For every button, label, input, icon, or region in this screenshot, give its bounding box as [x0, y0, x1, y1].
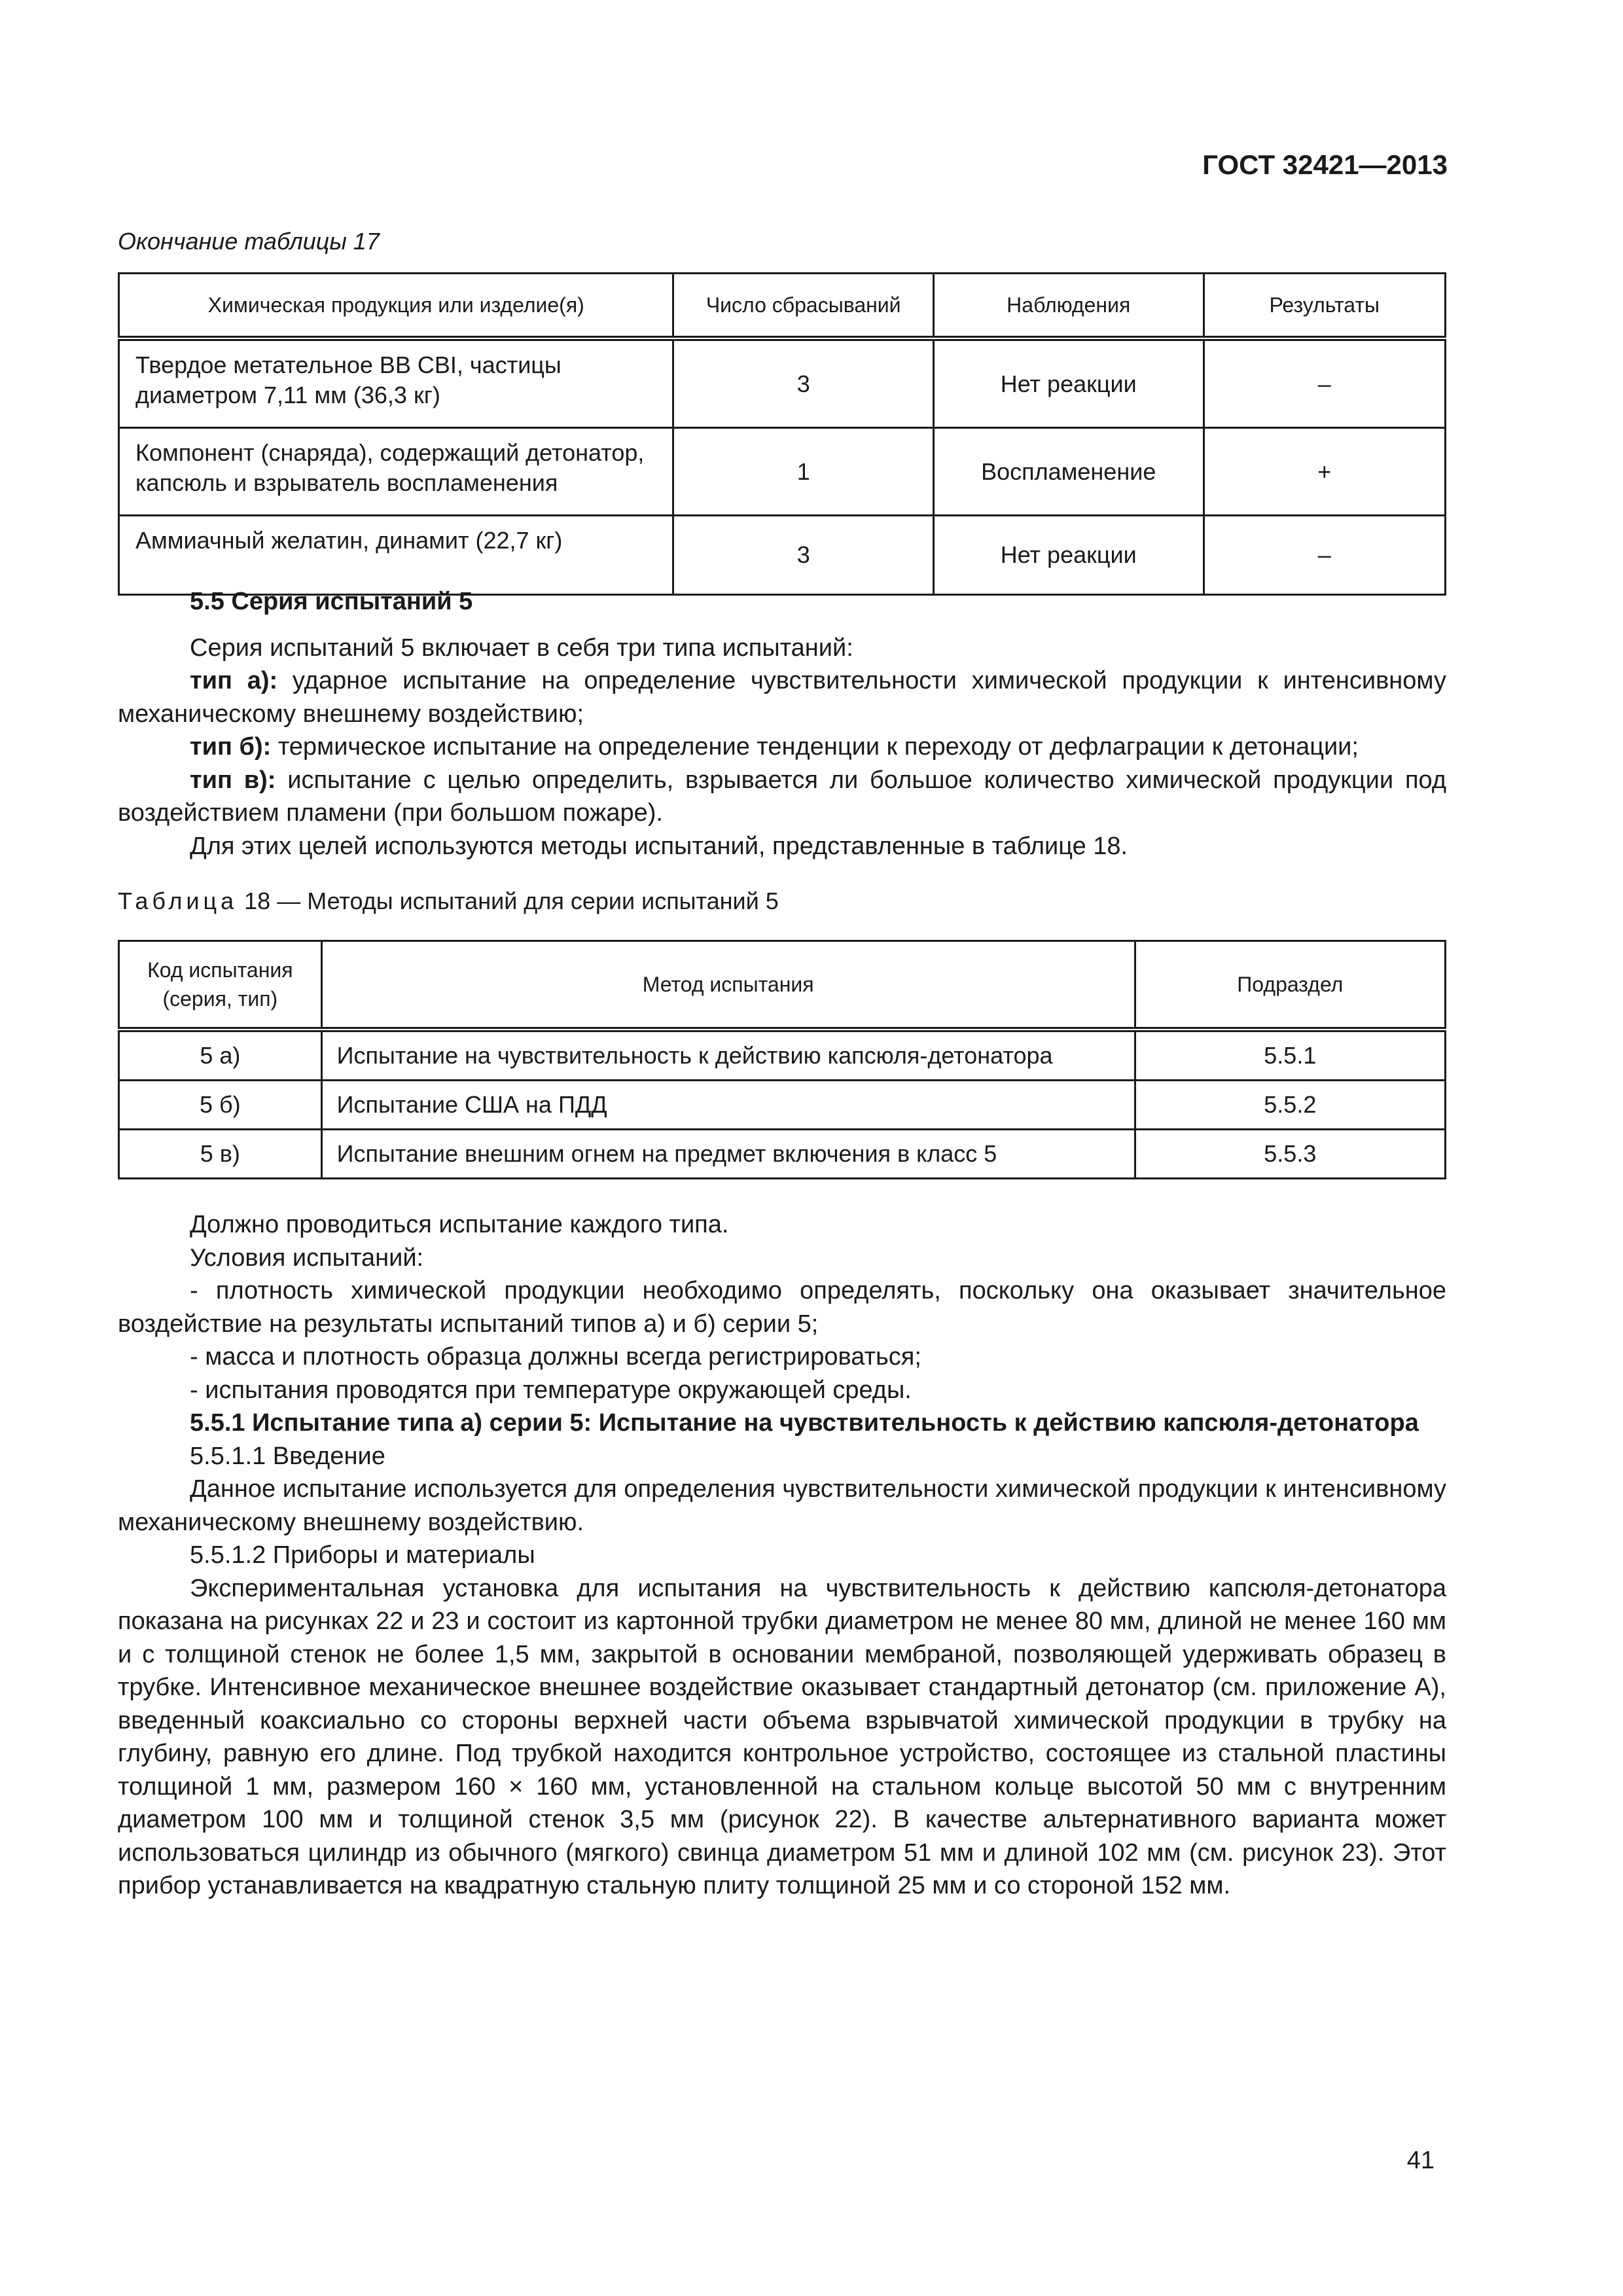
table-row: [119, 1081, 1446, 1130]
table18-cell-subsection: 5.5.2: [1135, 1081, 1445, 1130]
table-17: [118, 272, 1446, 596]
table18-caption: [118, 888, 779, 915]
table17-cell-result: +: [1204, 428, 1445, 516]
table17-cell-item: Компонент (снаряда), содержащий детонатор, капсюль и взрыватель воспламенения: [119, 428, 673, 516]
table17-cell-observation: Воспламенение: [933, 428, 1204, 516]
table17-cell-drops: 1: [673, 428, 933, 516]
table17-cell-result: –: [1204, 338, 1445, 428]
type-label: тип в):: [190, 766, 276, 794]
table-18: [118, 940, 1446, 1179]
table18-col-subsection: Подраздел: [1135, 941, 1445, 1030]
table18-cell-code: 5 б): [119, 1081, 322, 1130]
paragraph: [118, 764, 1446, 830]
paragraph: Данное испытание используется для определения чувствительности химической продукции к интенсивному механическому внешнему воздействию.: [118, 1475, 1446, 1536]
table17-col-observation: Наблюдения: [933, 274, 1204, 339]
paragraph: Экспериментальная установка для испытания на чувствительность к действию капсюля-детонатора показана на рисунках 22 и 23 и состоит из картонной трубки диаметром не менее 80 мм, длиной не менее 160 мм и с толщиной стенок не более 1,5 мм, закрытой в основании мембраной, позволяющей удерживать образец в трубке. Интенсивное механическое внешнее воздействие оказывает стандартный детонатор (см. приложение А), введенный коаксиально со стороны верхней части объема взрывчатой химической продукции в трубку на глубину, равную его длине. Под трубкой находится контрольное устройство, состоящее из стальной пластины толщиной 1 мм, размером 160 × 160 мм, установленной на стальном кольце высотой 50 мм с внутренним диаметром 100 мм и толщиной стенок 3,5 мм (рисунок 22). В качестве альтернативного варианта может использоваться цилиндр из обычного (мягкого) свинца диаметром 51 мм и длиной 102 мм (см. рисунок 23). Этот прибор устанавливается на квадратную стальную плиту толщиной 25 мм и со стороной 152 мм.: [118, 1574, 1446, 1899]
table18-cell-code: 5 в): [119, 1130, 322, 1179]
table-row: [119, 1130, 1446, 1179]
paragraph: Должно проводиться испытание каждого типа.: [190, 1211, 729, 1238]
table18-col-method: Метод испытания: [321, 941, 1135, 1030]
paragraph: Условия испытаний:: [190, 1244, 424, 1272]
subsection-heading: 5.5.1 Испытание типа а) серии 5: Испытание на чувствительность к действию капсюля-детонатора: [190, 1409, 1419, 1437]
type-label: тип б):: [190, 733, 272, 761]
table18-cell-method: Испытание на чувствительность к действию капсюля-детонатора: [321, 1030, 1135, 1081]
table18-caption-prefix: Таблица: [118, 888, 238, 914]
document-code: ГОСТ 32421—2013: [1202, 149, 1448, 180]
table17-cell-item: Аммиачный желатин, динамит (22,7 кг): [119, 516, 673, 595]
table-row: [119, 516, 1446, 595]
table17-header-row: [119, 274, 1446, 339]
table17-cell-observation: Нет реакции: [933, 338, 1204, 428]
table17-cell-result: –: [1204, 516, 1445, 595]
type-text: ударное испытание на определение чувствительности химической продукции к интенсивному механическому внешнему воздействию;: [118, 667, 1446, 728]
table17-col-result: Результаты: [1204, 274, 1445, 339]
table-row: [119, 1030, 1446, 1081]
table17-col-item: Химическая продукция или изделие(я): [119, 274, 673, 339]
section-heading: 5.5 Серия испытаний 5: [190, 588, 473, 615]
type-text: термическое испытание на определение тенденции к переходу от дефлаграции к детонации;: [271, 733, 1359, 761]
table18-col-code-line2: (серия, тип): [162, 987, 278, 1011]
section-5-5: [118, 585, 1446, 863]
type-text: испытание с целью определить, взрывается ли большое количество химической продукции под воздействием пламени (при большом пожаре).: [118, 766, 1446, 827]
table17-cell-drops: 3: [673, 516, 933, 595]
table-row: [119, 428, 1446, 516]
table18-cell-method: Испытание США на ПДД: [321, 1081, 1135, 1130]
table18-col-code: [119, 941, 322, 1030]
table18-col-code-line1: Код испытания: [147, 958, 293, 982]
paragraph: [118, 730, 1446, 764]
section-body: [118, 1208, 1446, 1903]
page-number: 41: [1406, 2147, 1435, 2174]
table17-cell-item: Твердое метательное ВВ CBI, частицы диаметром 7,11 мм (36,3 кг): [119, 338, 673, 428]
table18-cell-method: Испытание внешним огнем на предмет включения в класс 5: [321, 1130, 1135, 1179]
table18-cell-subsection: 5.5.1: [1135, 1030, 1445, 1081]
table17-cell-drops: 3: [673, 338, 933, 428]
table18-caption-rest: 18 — Методы испытаний для серии испытаний 5: [238, 888, 779, 914]
table18-cell-code: 5 а): [119, 1030, 322, 1081]
table-row: [119, 338, 1446, 428]
table17-col-drops: Число сбрасываний: [673, 274, 933, 339]
subsubsection-heading: 5.5.1.1 Введение: [190, 1442, 385, 1470]
paragraph: - испытания проводятся при температуре окружающей среды.: [190, 1376, 912, 1404]
table17-caption: Окончание таблицы 17: [118, 228, 380, 255]
table18-cell-subsection: 5.5.3: [1135, 1130, 1445, 1179]
type-label: тип а):: [190, 667, 278, 694]
paragraph: [118, 664, 1446, 730]
paragraph: Серия испытаний 5 включает в себя три типа испытаний:: [190, 634, 853, 662]
table17-cell-observation: Нет реакции: [933, 516, 1204, 595]
paragraph: Для этих целей используются методы испытаний, представленные в таблице 18.: [190, 832, 1128, 860]
subsubsection-heading: 5.5.1.2 Приборы и материалы: [190, 1541, 535, 1569]
table18-header-row: [119, 941, 1446, 1030]
paragraph: - плотность химической продукции необходимо определять, поскольку она оказывает значительное воздействие на результаты испытаний типов а) и б) серии 5;: [118, 1277, 1446, 1338]
paragraph: - масса и плотность образца должны всегда регистрироваться;: [190, 1343, 921, 1371]
